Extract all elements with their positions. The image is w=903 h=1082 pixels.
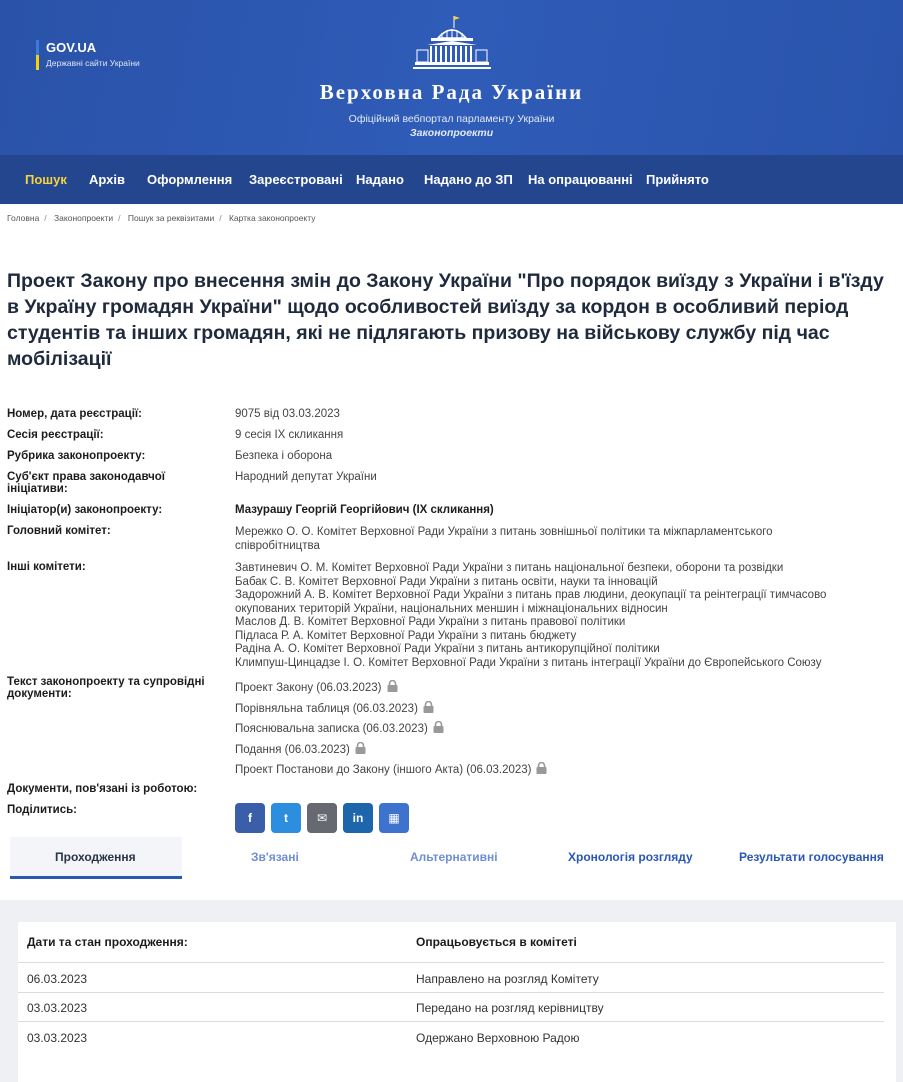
tab-voting-results[interactable]: Результати голосування — [739, 850, 884, 864]
committee-item[interactable]: Підласа Р. А. Комітет Верховної Ради України з питань бюджету — [235, 629, 577, 642]
subject-value: Народний депутат України — [235, 471, 377, 483]
committee-item[interactable]: Радіна А. О. Комітет Верховної Ради України з питань антикорупційної політики — [235, 643, 660, 655]
share-label: Поділитись: — [7, 804, 78, 816]
main-committee-label: Головний комітет: — [7, 525, 111, 537]
reg-label: Номер, дата реєстрації: — [7, 408, 142, 420]
other-committees-label: Інші комітети: — [7, 561, 86, 573]
parliament-building-icon[interactable] — [413, 14, 491, 76]
doc-item[interactable] — [235, 699, 547, 720]
linkedin-icon: in — [352, 811, 364, 825]
row-date: 03.03.2023 — [27, 1001, 88, 1015]
row-date: 06.03.2023 — [27, 972, 88, 986]
lock-icon — [423, 701, 434, 713]
doc-item-label[interactable]: Пояснювальна записка (06.03.2023) — [235, 723, 428, 735]
site-header — [0, 0, 903, 155]
related-docs-label: Документи, пов'язані із роботою: — [7, 783, 198, 795]
nav-adopted[interactable]: Прийнято — [646, 172, 709, 187]
breadcrumb-bills[interactable]: Законопроекти — [54, 213, 114, 223]
twitter-icon: t — [284, 811, 288, 825]
initiator-value[interactable]: Мазурашу Георгій Георгійович (IX скликання) — [235, 504, 494, 516]
breadcrumb-current: Картка законопроекту — [228, 213, 316, 223]
nav-provided[interactable]: Надано — [356, 172, 404, 187]
other-committees-list — [235, 562, 885, 670]
doc-item[interactable] — [235, 719, 547, 740]
lock-icon — [536, 762, 547, 774]
facebook-share-button[interactable] — [235, 803, 265, 833]
doc-item-label[interactable]: Порівняльна таблиця (06.03.2023) — [235, 702, 418, 715]
doc-item[interactable] — [235, 678, 547, 699]
committee-item[interactable]: Задорожний А. В. Комітет Верховної Ради України з питань прав людини, деокупації та реінтеграції тимчасово окупованих територій України, національних меншин і міжнаціональних відносин — [235, 589, 827, 615]
gov-ua-subtitle: Державні сайти України — [46, 58, 140, 68]
nav-archive[interactable]: Архів — [89, 172, 125, 187]
doc-item-label[interactable]: Подання (06.03.2023) — [235, 743, 350, 756]
active-tab-indicator — [10, 876, 182, 879]
mail-icon: ✉ — [316, 811, 328, 825]
nav-registered[interactable]: Зареєстровані — [249, 172, 343, 187]
doc-item[interactable] — [235, 740, 547, 761]
initiator-label: Ініціатор(и) законопроекту: — [7, 504, 163, 516]
tab-alternative[interactable]: Альтернативні — [410, 850, 498, 864]
page-title: Проект Закону про внесення змін до Закону України "Про порядок виїзду з України і в'їзду в Україну громадян України" щодо особливостей виїзду за кордон в особливий період студентів та інших громадян, які не підлягають призову на військову службу під час мобілізації — [7, 270, 884, 370]
doc-item[interactable] — [235, 760, 547, 781]
docs-label: Текст законопроекту та супровідні документи: — [7, 676, 205, 700]
committee-item[interactable]: Завтиневич О. М. Комітет Верховної Ради України з питань національної безпеки, оборони та розвідки — [235, 562, 784, 574]
committee-item[interactable]: Бабак С. В. Комітет Верховної Ради України з питань освіти, науки та інновацій — [235, 575, 658, 588]
nav-provided-zp[interactable]: Надано до ЗП — [424, 172, 513, 187]
rubric-label: Рубрика законопроекту: — [7, 450, 146, 462]
site-title[interactable]: Верховна Рада України — [319, 80, 584, 104]
row-status: Направлено на розгляд Комітету — [416, 972, 599, 986]
main-committee-value[interactable]: Мережко О. О. Комітет Верховної Ради України з питань зовнішньої політики та міжпарламентського співробітництва — [235, 526, 773, 552]
ukraine-flag-icon — [36, 40, 39, 70]
subject-label: Суб'єкт права законодавчої ініціативи: — [7, 471, 166, 495]
site-subtitle: Офіційний вебпортал парламенту України — [348, 113, 555, 125]
nav-in-processing[interactable]: На опрацюванні — [528, 172, 633, 187]
divider — [18, 962, 884, 963]
table-header-dates: Дати та стан проходження: — [27, 935, 188, 949]
nav-drafting[interactable]: Оформлення — [147, 172, 233, 187]
tab-related[interactable]: Зв'язані — [251, 850, 299, 864]
qr-code-icon: ▦ — [388, 811, 400, 825]
gov-ua-name: GOV.UA — [46, 40, 97, 55]
doc-item-label[interactable]: Проект Постанови до Закону (іншого Акта) (06.03.2023) — [235, 764, 532, 776]
breadcrumb-home[interactable]: Головна — [7, 213, 40, 223]
lock-icon — [433, 721, 444, 733]
rubric-value: Безпека і оборона — [235, 450, 333, 462]
lock-icon — [355, 742, 366, 754]
row-status: Передано на розгляд керівництву — [416, 1001, 604, 1015]
facebook-icon: f — [248, 811, 252, 825]
linkedin-share-button[interactable] — [343, 803, 373, 833]
tab-chronology[interactable]: Хронологія розгляду — [568, 850, 693, 864]
session-label: Сесія реєстрації: — [7, 429, 104, 441]
breadcrumb-search[interactable]: Пошук за реквізитами — [127, 213, 215, 223]
divider — [18, 1021, 884, 1022]
qr-code-button[interactable] — [379, 803, 409, 833]
row-status: Одержано Верховною Радою — [416, 1031, 580, 1045]
main-nav — [0, 155, 903, 204]
breadcrumb: Головна / Законопроекти / Пошук за реквізитами / Картка законопроекту — [7, 213, 316, 223]
tab-passage[interactable]: Проходження — [55, 850, 136, 864]
docs-list — [235, 678, 547, 781]
nav-search[interactable]: Пошук — [25, 172, 67, 187]
divider — [18, 992, 884, 993]
lock-icon — [387, 680, 398, 692]
email-share-button[interactable] — [307, 803, 337, 833]
doc-item-label[interactable]: Проект Закону (06.03.2023) — [235, 682, 382, 694]
twitter-share-button[interactable] — [271, 803, 301, 833]
committee-item[interactable]: Маслов Д. В. Комітет Верховної Ради України з питань правової політики — [235, 616, 626, 628]
site-section-name: Законопроекти — [409, 127, 494, 139]
table-header-status: Опрацьовується в комітеті — [416, 935, 577, 949]
reg-value: 9075 від 03.03.2023 — [235, 408, 340, 420]
row-date: 03.03.2023 — [27, 1031, 88, 1045]
committee-item[interactable]: Климпуш-Цинцадзе І. О. Комітет Верховної Ради України з питань інтеграції України до Європейського Союзу — [235, 656, 822, 669]
session-value: 9 сесія IX скликання — [235, 429, 344, 441]
